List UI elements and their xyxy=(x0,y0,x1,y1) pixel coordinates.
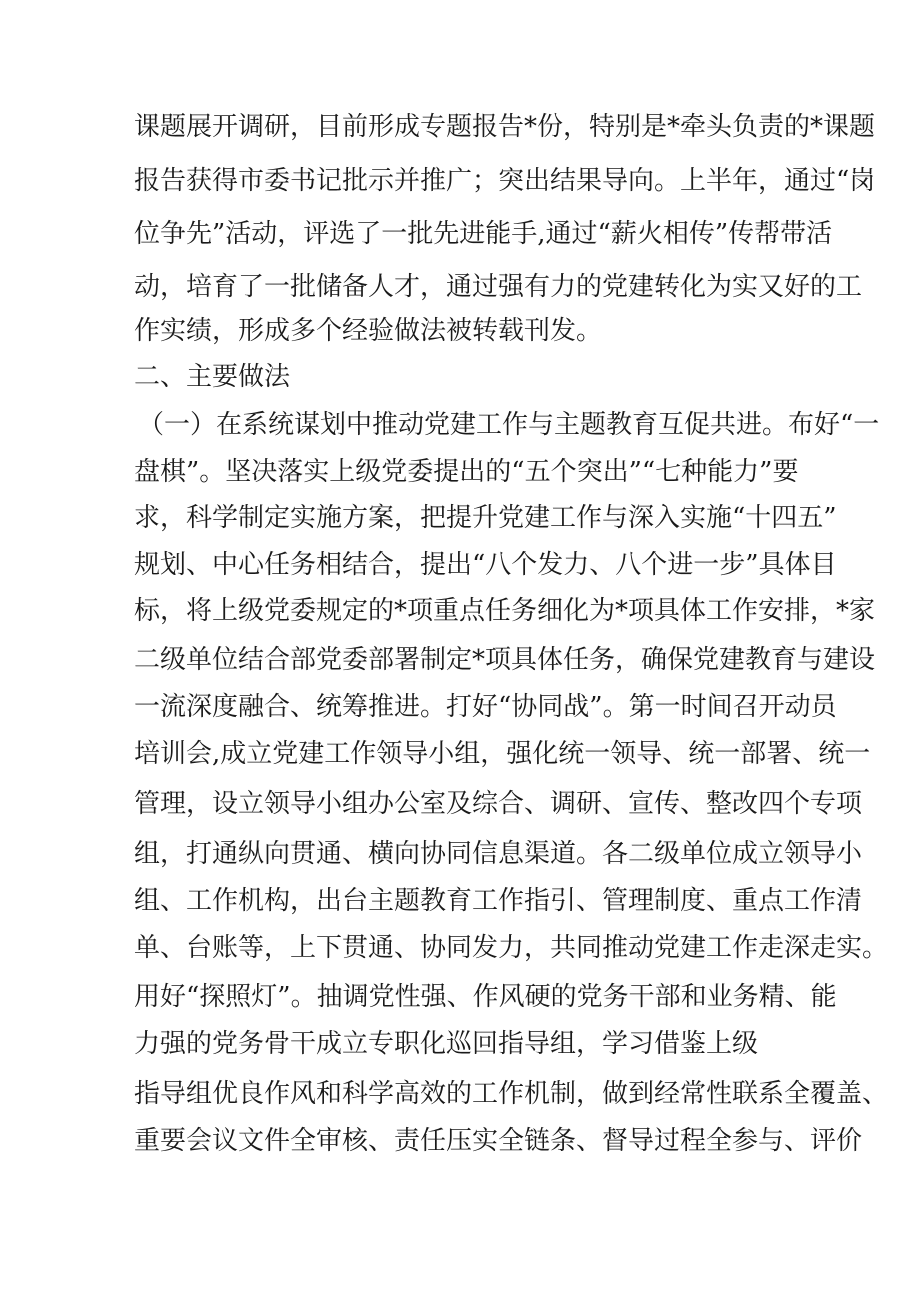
text-line: 求，科学制定实施方案，把提升党建工作与深入实施“十四五” xyxy=(134,503,837,533)
text-line: 位争先”活动，评选了一批先进能手,通过“薪火相传”传帮带活 xyxy=(134,219,833,249)
section-heading: 二、主要做法 xyxy=(134,362,291,392)
text-line: 管理，设立领导小组办公室及综合、调研、宣传、整改四个专项 xyxy=(134,789,863,819)
text-line: 课题展开调研，目前形成专题报告*份，特别是*牵头负责的*课题 xyxy=(134,112,876,142)
text-line: 盘棋”。坚决落实上级党委提出的“五个突出”“七种能力”要 xyxy=(134,457,799,487)
text-line: 报告获得市委书记批示并推广；突出结果导向。上半年，通过“岗 xyxy=(134,166,876,196)
text-line: 动，培育了一批储备人才，通过强有力的党建转化为实又好的工 xyxy=(134,272,863,302)
text-line: 培训会,成立党建工作领导小组，强化统一领导、统一部署、统一 xyxy=(134,739,871,769)
text-line: 作实绩，形成多个经验做法被转载刊发。 xyxy=(134,316,603,346)
text-line: 指导组优良作风和科学高效的工作机制，做到经常性联系全覆盖、 xyxy=(134,1079,889,1109)
text-line: 规划、中心任务相结合，提出“八个发力、八个进一步”具体目 xyxy=(134,550,837,580)
text-line: 组、工作机构，出台主题教育工作指引、管理制度、重点工作清 xyxy=(134,886,863,916)
subsection-first-line: （一）在系统谋划中推动党建工作与主题教育互促共进。布好“一 xyxy=(138,410,880,440)
text-line: 用好“探照灯”。抽调党性强、作风硬的党务干部和业务精、能 xyxy=(134,982,837,1012)
text-line: 组，打通纵向贯通、横向协同信息渠道。各二级单位成立领导小 xyxy=(134,839,863,869)
text-line: 重要会议文件全审核、责任压实全链条、督导过程全参与、评价 xyxy=(134,1126,863,1156)
text-line: 单、台账等，上下贯通、协同发力，共同推动党建工作走深走实。 xyxy=(134,933,889,963)
text-line: 二级单位结合部党委部署制定*项具体任务，确保党建教育与建设 xyxy=(134,645,876,675)
text-line: 标，将上级党委规定的*项重点任务细化为*项具体工作安排，*家 xyxy=(134,596,876,626)
text-line: 一流深度融合、统筹推进。打好“协同战”。第一时间召开动员 xyxy=(134,692,837,722)
text-line: 力强的党务骨干成立专职化巡回指导组，学习借鉴上级 xyxy=(134,1029,759,1059)
